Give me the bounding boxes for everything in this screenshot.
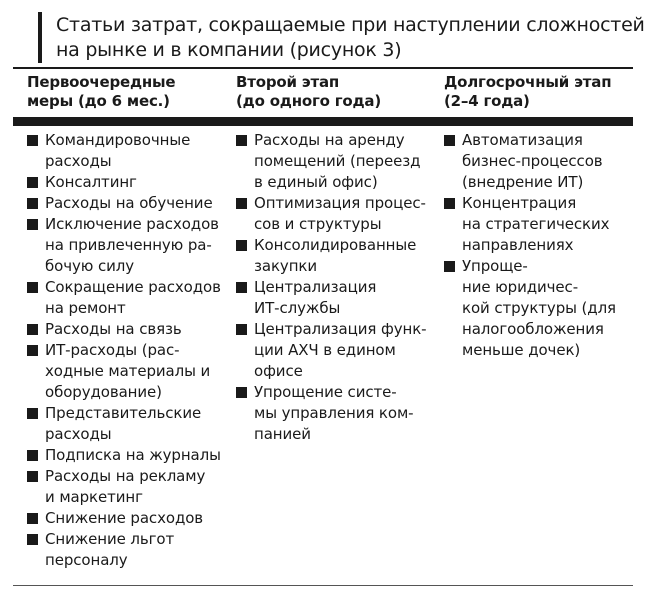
list-item-text: Расходы на связь bbox=[45, 320, 182, 338]
column-heading-third: Долгосрочный этап (2–4 года) bbox=[444, 73, 612, 110]
column-list-first bbox=[27, 130, 227, 571]
square-bullet-icon bbox=[236, 198, 247, 209]
list-item-text: Централизация функ- ции АХЧ в едином офисе bbox=[254, 320, 427, 380]
square-bullet-icon bbox=[27, 135, 38, 146]
square-bullet-icon bbox=[444, 135, 455, 146]
square-bullet-icon bbox=[27, 534, 38, 545]
list-item bbox=[27, 172, 227, 193]
list-item bbox=[27, 403, 227, 445]
square-bullet-icon bbox=[27, 219, 38, 230]
list-item bbox=[27, 508, 227, 529]
list-item-text: Упроще- ние юридичес- кой структуры (для налогообложения меньше дочек) bbox=[462, 257, 616, 359]
title-accent-bar bbox=[38, 12, 42, 63]
list-item-text: Централизация ИТ-службы bbox=[254, 278, 377, 317]
list-item-text: Представительские расходы bbox=[45, 404, 202, 443]
square-bullet-icon bbox=[236, 240, 247, 251]
list-item bbox=[236, 319, 436, 382]
list-item bbox=[27, 466, 227, 508]
square-bullet-icon bbox=[27, 282, 38, 293]
list-item bbox=[236, 277, 436, 319]
square-bullet-icon bbox=[27, 513, 38, 524]
list-item bbox=[27, 130, 227, 172]
square-bullet-icon bbox=[236, 324, 247, 335]
list-item bbox=[236, 235, 436, 277]
list-item bbox=[236, 382, 436, 445]
square-bullet-icon bbox=[444, 198, 455, 209]
list-item-text: Сокращение расходов на ремонт bbox=[45, 278, 221, 317]
square-bullet-icon bbox=[236, 135, 247, 146]
square-bullet-icon bbox=[27, 177, 38, 188]
column-list-third bbox=[444, 130, 634, 361]
square-bullet-icon bbox=[27, 198, 38, 209]
list-item-text: Расходы на рекламу и маркетинг bbox=[45, 467, 206, 506]
list-item-text: Упрощение систе- мы управления ком- панией bbox=[254, 383, 414, 443]
list-item bbox=[27, 193, 227, 214]
list-item bbox=[27, 445, 227, 466]
table-bottom-rule bbox=[13, 585, 633, 586]
list-item bbox=[236, 193, 436, 235]
square-bullet-icon bbox=[27, 450, 38, 461]
list-item-text: ИТ-расходы (рас- ходные материалы и оборудование) bbox=[45, 341, 211, 401]
square-bullet-icon bbox=[27, 408, 38, 419]
list-item-text: Консалтинг bbox=[45, 173, 137, 191]
column-list-second bbox=[236, 130, 436, 445]
column-heading-second: Второй этап (до одного года) bbox=[236, 73, 381, 110]
list-item-text: Подписка на журналы bbox=[45, 446, 221, 464]
list-item-text: Расходы на обучение bbox=[45, 194, 213, 212]
list-item bbox=[27, 319, 227, 340]
list-item bbox=[444, 193, 634, 256]
list-item bbox=[27, 340, 227, 403]
list-item-text: Оптимизация процес- сов и структуры bbox=[254, 194, 426, 233]
list-item-text: Расходы на аренду помещений (переезд в единый офис) bbox=[254, 131, 421, 191]
list-item bbox=[27, 277, 227, 319]
column-heading-first: Первоочередные меры (до 6 мес.) bbox=[27, 73, 176, 110]
list-item-text: Консолидированные закупки bbox=[254, 236, 417, 275]
square-bullet-icon bbox=[27, 471, 38, 482]
list-item bbox=[444, 130, 634, 193]
list-item-text: Снижение льгот персоналу bbox=[45, 530, 175, 569]
list-item bbox=[444, 256, 634, 361]
list-item bbox=[27, 214, 227, 277]
square-bullet-icon bbox=[236, 387, 247, 398]
page-title: Статьи затрат, сокращаемые при наступлении сложностей на рынке и в компании (рисунок 3) bbox=[56, 14, 645, 61]
list-item bbox=[236, 130, 436, 193]
square-bullet-icon bbox=[27, 324, 38, 335]
list-item-text: Концентрация на стратегических направлениях bbox=[462, 194, 610, 254]
square-bullet-icon bbox=[236, 282, 247, 293]
list-item-text: Исключение расходов на привлеченную ра- бочую силу bbox=[45, 215, 219, 275]
table-header-rule bbox=[13, 117, 633, 126]
table-top-rule bbox=[13, 67, 633, 69]
square-bullet-icon bbox=[444, 261, 455, 272]
square-bullet-icon bbox=[27, 345, 38, 356]
list-item-text: Снижение расходов bbox=[45, 509, 204, 527]
list-item-text: Командировочные расходы bbox=[45, 131, 191, 170]
list-item-text: Автоматизация бизнес-процессов (внедрение ИТ) bbox=[462, 131, 603, 191]
list-item bbox=[27, 529, 227, 571]
